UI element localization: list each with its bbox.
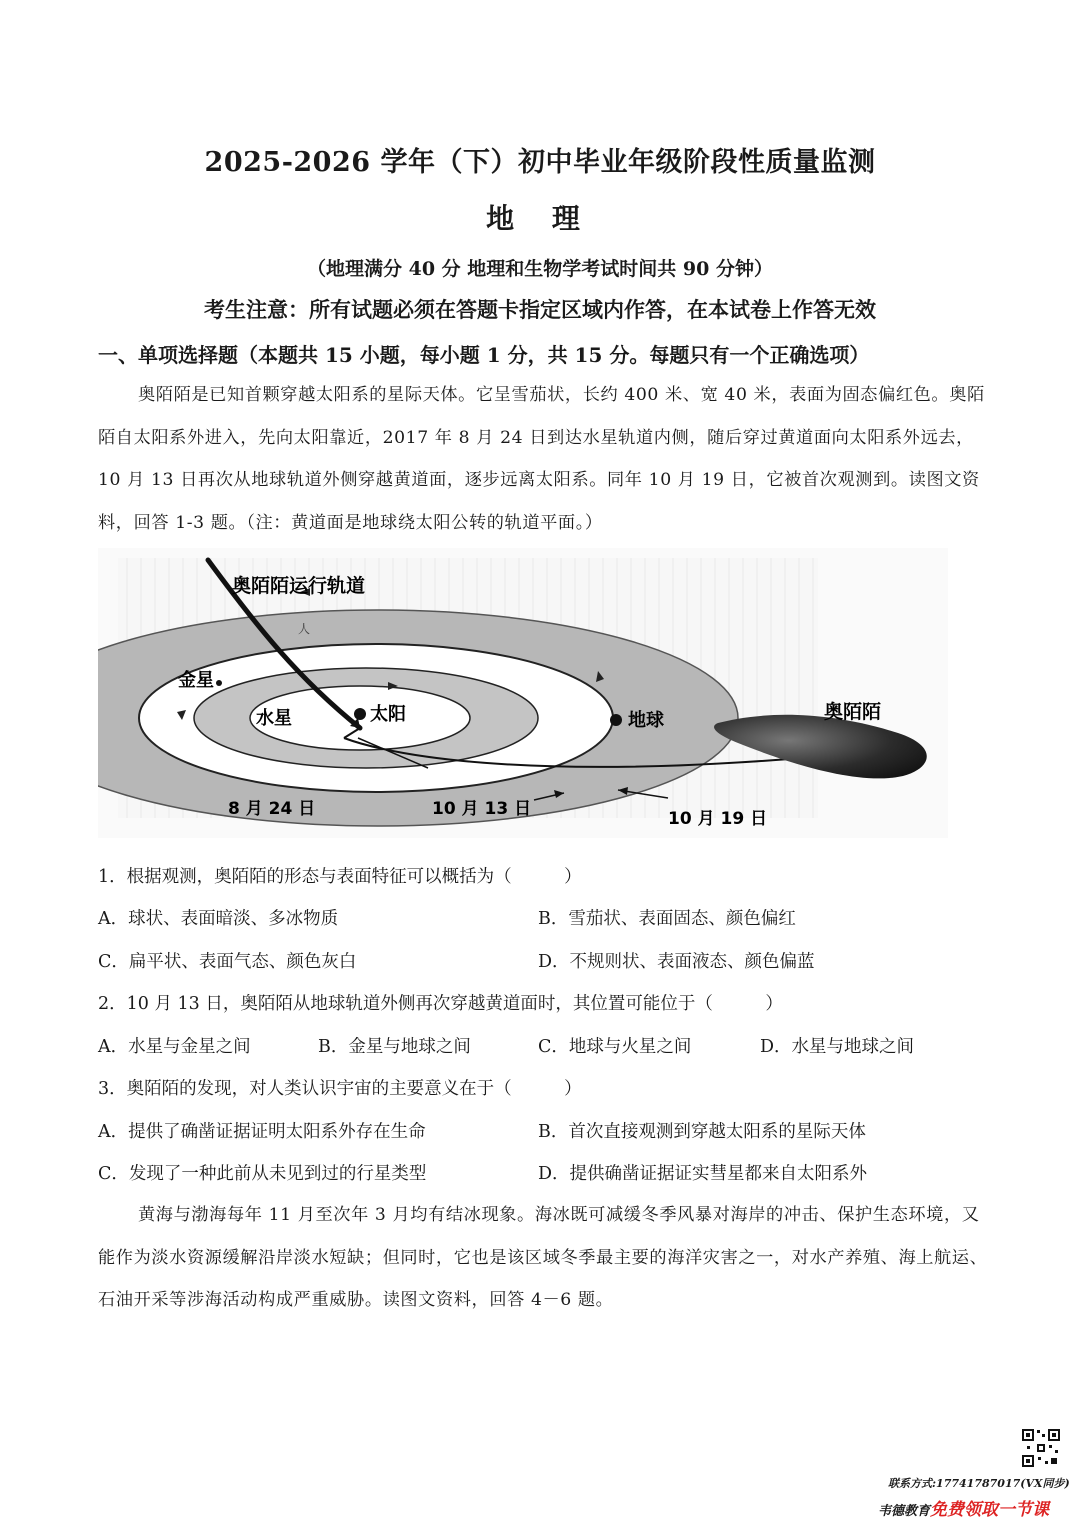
sun-label: 太阳	[370, 704, 406, 725]
brand-name: 韦德教育	[878, 1504, 931, 1519]
exam-notice: 考生注意：所有试题必须在答题卡指定区域内作答，在本试卷上作答无效	[204, 297, 876, 322]
earth-dot	[610, 714, 622, 726]
sun-dot	[354, 708, 366, 720]
orbit-label: 奥陌陌运行轨道	[232, 575, 366, 597]
date1-label: 8 月 24 日	[228, 799, 316, 819]
promo-banner[interactable]	[878, 1495, 1049, 1520]
question-3: 3．奥陌陌的发现，对人类认识宇宙的主要意义在于（ ）	[98, 1079, 582, 1099]
qr-code-icon[interactable]	[1021, 1428, 1061, 1468]
earth-label: 地球	[628, 710, 664, 731]
plane-mark: 人	[298, 622, 311, 636]
q3-option-a: A．提供了确凿证据证明太阳系外存在生命	[98, 1122, 426, 1142]
q2-option-a: A．水星与金星之间	[98, 1037, 251, 1057]
q1-option-b: B．雪茄状、表面固态、颜色偏红	[538, 909, 796, 929]
q1-option-d: D．不规则状、表面液态、颜色偏蓝	[538, 952, 815, 972]
venus-label: 金星	[178, 670, 214, 691]
contact-info: 联系方式:17741787017(VX同步)	[888, 1477, 1070, 1490]
score-note: （地理满分 40 分 地理和生物学考试时间共 90 分钟）	[307, 258, 773, 280]
question-2: 2．10 月 13 日，奥陌陌从地球轨道外侧再次穿越黄道面时，其位置可能位于（ ）	[98, 994, 783, 1014]
solar-system-figure	[98, 548, 948, 838]
section-heading: 一、单项选择题（本题共 15 小题，每小题 1 分，共 15 分。每题只有一个正确选项）	[98, 343, 870, 367]
q2-option-b: B．金星与地球之间	[318, 1037, 471, 1057]
q2-option-d: D．水星与地球之间	[760, 1037, 915, 1057]
q3-option-d: D．提供确凿证据证实彗星都来自太阳系外	[538, 1164, 868, 1184]
q1-option-a: A．球状、表面暗淡、多冰物质	[98, 909, 339, 929]
venus-dot	[216, 680, 222, 686]
date2-label: 10 月 13 日	[432, 799, 532, 819]
date3-label: 10 月 19 日	[668, 809, 768, 829]
promo-text: 免费领取一节课	[930, 1500, 1050, 1520]
q2-option-c: C．地球与火星之间	[538, 1037, 692, 1057]
passage-oumuamua: 奥陌陌是已知首颗穿越太阳系的星际天体。它呈雪茄状，长约 400 米、宽 40 米，表面为固态偏红色。奥陌陌自太阳系外进入，先向太阳靠近，2017 年 8 月 24 日到达水星轨道内侧，随后穿过黄道面向太阳系外远去，10 月 13 日再次从地球轨道外侧穿越黄道面，逐步远离太阳系。同年 10 月 19 日，它被首次观测到。读图文资料，回答 1-3 题。（注：黄道面是地球绕太阳公转的轨道平面。）	[98, 385, 985, 533]
q3-option-c: C．发现了一种此前从未见到过的行星类型	[98, 1164, 427, 1184]
oumuamua-label: 奥陌陌	[824, 701, 882, 723]
question-1: 1．根据观测，奥陌陌的形态与表面特征可以概括为（ ）	[98, 867, 582, 887]
q3-option-b: B．首次直接观测到穿越太阳系的星际天体	[538, 1122, 866, 1142]
subject-title: 地 理	[486, 202, 594, 235]
mercury-label: 水星	[256, 708, 292, 729]
passage-sea-ice: 黄海与渤海每年 11 月至次年 3 月均有结冰现象。海冰既可减缓冬季风暴对海岸的冲击、保护生态环境，又能作为淡水资源缓解沿岸淡水短缺；但同时，它也是该区域冬季最主要的海洋灾害之一，对水产养殖、海上航运、石油开采等涉海活动构成严重威胁。读图文资料，回答 4－6 题。	[98, 1205, 988, 1310]
q1-option-c: C．扁平状、表面气态、颜色灰白	[98, 952, 357, 972]
exam-title: 2025-2026 学年（下）初中毕业年级阶段性质量监测	[204, 147, 876, 178]
